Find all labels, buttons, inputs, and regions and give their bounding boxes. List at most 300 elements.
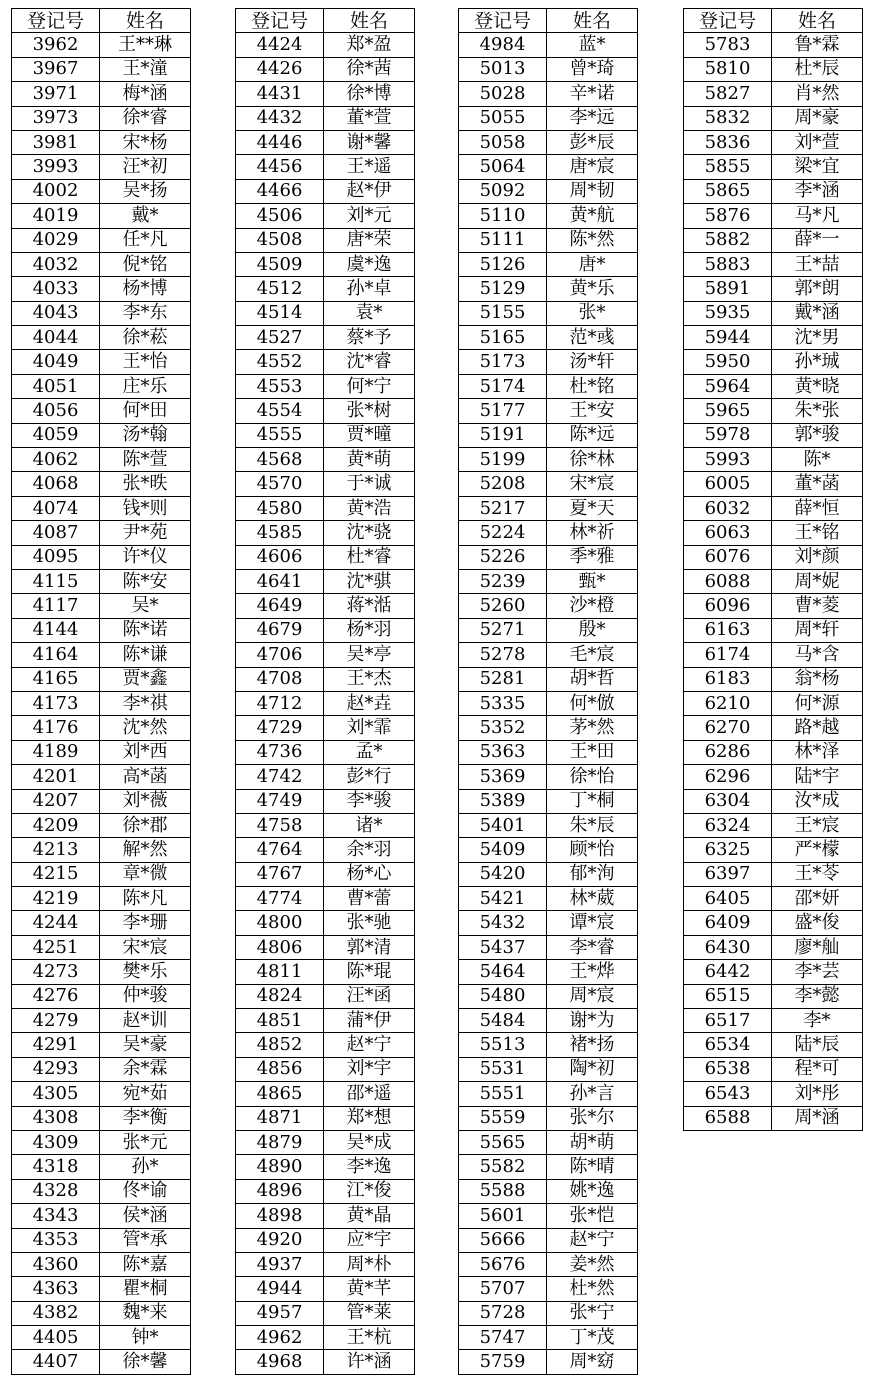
registration-number: 4173 xyxy=(12,691,100,715)
person-name: 刘*颜 xyxy=(772,545,863,569)
table-row xyxy=(459,1130,638,1154)
registration-number: 4165 xyxy=(12,667,100,691)
person-name: 杜*睿 xyxy=(324,545,415,569)
table-row xyxy=(236,1106,415,1130)
person-name: 孙*言 xyxy=(547,1082,638,1106)
person-name: 夏*天 xyxy=(547,496,638,520)
person-name: 周*涵 xyxy=(772,1106,863,1130)
person-name: 李*东 xyxy=(100,301,191,325)
table-row xyxy=(459,521,638,545)
person-name: 蒲*伊 xyxy=(324,1009,415,1033)
person-name: 丁*茂 xyxy=(547,1326,638,1350)
registration-number: 6324 xyxy=(684,813,772,837)
person-name: 董*萱 xyxy=(324,106,415,130)
registration-number: 5281 xyxy=(459,667,547,691)
person-name: 曹*菱 xyxy=(772,594,863,618)
registration-number: 5352 xyxy=(459,716,547,740)
table-row xyxy=(236,228,415,252)
table-row xyxy=(236,765,415,789)
person-name: 何*田 xyxy=(100,399,191,423)
table-row xyxy=(236,155,415,179)
registration-number: 5882 xyxy=(684,228,772,252)
registration-number: 6032 xyxy=(684,496,772,520)
registration-number: 5832 xyxy=(684,106,772,130)
registration-number: 4207 xyxy=(12,789,100,813)
table-row xyxy=(459,1228,638,1252)
table-row xyxy=(236,838,415,862)
table-row xyxy=(459,765,638,789)
table-row xyxy=(684,716,863,740)
table-row xyxy=(12,716,191,740)
table-row xyxy=(236,33,415,57)
registration-number: 4382 xyxy=(12,1301,100,1325)
header-id: 登记号 xyxy=(12,9,100,33)
registration-number: 5978 xyxy=(684,423,772,447)
registration-number: 5437 xyxy=(459,935,547,959)
registration-number: 4244 xyxy=(12,911,100,935)
person-name: 赵*宁 xyxy=(547,1228,638,1252)
table-row xyxy=(459,277,638,301)
person-name: 谭*宸 xyxy=(547,911,638,935)
registration-number: 4074 xyxy=(12,496,100,520)
table-row xyxy=(684,521,863,545)
person-name: 周*豪 xyxy=(772,106,863,130)
registration-number: 5111 xyxy=(459,228,547,252)
table-row xyxy=(236,569,415,593)
table-row xyxy=(459,935,638,959)
registration-number: 4164 xyxy=(12,643,100,667)
registration-number: 4456 xyxy=(236,155,324,179)
registration-number: 6405 xyxy=(684,887,772,911)
registry-table-2 xyxy=(235,8,415,1375)
table-row xyxy=(684,1082,863,1106)
person-name: 刘*元 xyxy=(324,204,415,228)
table-row xyxy=(684,155,863,179)
person-name: 唐* xyxy=(547,252,638,276)
registration-number: 5177 xyxy=(459,399,547,423)
table-row xyxy=(684,252,863,276)
person-name: 殷* xyxy=(547,618,638,642)
person-name: 胡*哲 xyxy=(547,667,638,691)
person-name: 何*源 xyxy=(772,691,863,715)
person-name: 管*莱 xyxy=(324,1301,415,1325)
table-row xyxy=(236,1033,415,1057)
registration-number: 4580 xyxy=(236,496,324,520)
registration-number: 6442 xyxy=(684,960,772,984)
person-name: 李* xyxy=(772,1009,863,1033)
registration-number: 3973 xyxy=(12,106,100,130)
table-row xyxy=(684,1057,863,1081)
person-name: 魏*来 xyxy=(100,1301,191,1325)
table-row xyxy=(12,765,191,789)
registration-number: 4865 xyxy=(236,1082,324,1106)
table-row xyxy=(684,277,863,301)
table-row xyxy=(459,448,638,472)
table-row xyxy=(12,813,191,837)
person-name: 邵*妍 xyxy=(772,887,863,911)
table-row xyxy=(459,301,638,325)
table-row xyxy=(12,521,191,545)
person-name: 王*怡 xyxy=(100,350,191,374)
person-name: 吴*成 xyxy=(324,1130,415,1154)
person-name: 陈* xyxy=(772,448,863,472)
table-row xyxy=(12,1009,191,1033)
person-name: 周*妮 xyxy=(772,569,863,593)
table-row xyxy=(684,82,863,106)
person-name: 王*安 xyxy=(547,399,638,423)
header-id: 登记号 xyxy=(684,9,772,33)
table-row xyxy=(459,204,638,228)
registration-number: 6588 xyxy=(684,1106,772,1130)
person-name: 余*羽 xyxy=(324,838,415,862)
table-row xyxy=(12,789,191,813)
table-row xyxy=(12,57,191,81)
table-row xyxy=(684,691,863,715)
person-name: 翁*杨 xyxy=(772,667,863,691)
registration-number: 3981 xyxy=(12,130,100,154)
person-name: 沈*男 xyxy=(772,326,863,350)
registration-number: 4555 xyxy=(236,423,324,447)
table-row xyxy=(236,252,415,276)
person-name: 管*承 xyxy=(100,1228,191,1252)
registration-number: 4871 xyxy=(236,1106,324,1130)
person-name: 李*睿 xyxy=(547,935,638,959)
table-row xyxy=(12,350,191,374)
registration-number: 4051 xyxy=(12,374,100,398)
table-row xyxy=(684,374,863,398)
table-row xyxy=(684,594,863,618)
person-name: 唐*荣 xyxy=(324,228,415,252)
table-row xyxy=(236,472,415,496)
registration-number: 4209 xyxy=(12,813,100,837)
person-name: 王*烨 xyxy=(547,960,638,984)
table-row xyxy=(459,838,638,862)
person-name: 黄*乐 xyxy=(547,277,638,301)
registration-number: 4068 xyxy=(12,472,100,496)
person-name: 郑*盈 xyxy=(324,33,415,57)
table-row xyxy=(684,935,863,959)
registration-number: 4800 xyxy=(236,911,324,935)
person-name: 王*铭 xyxy=(772,521,863,545)
person-name: 辛*诺 xyxy=(547,82,638,106)
person-name: 陈*凡 xyxy=(100,887,191,911)
table-row xyxy=(12,862,191,886)
person-name: 徐*怡 xyxy=(547,765,638,789)
person-name: 孙* xyxy=(100,1155,191,1179)
table-row xyxy=(684,887,863,911)
registration-number: 4679 xyxy=(236,618,324,642)
registration-number: 4343 xyxy=(12,1204,100,1228)
table-row xyxy=(236,1057,415,1081)
registration-number: 4806 xyxy=(236,935,324,959)
person-name: 蓝* xyxy=(547,33,638,57)
person-name: 林*葳 xyxy=(547,887,638,911)
registration-number: 4144 xyxy=(12,618,100,642)
registration-number: 5480 xyxy=(459,984,547,1008)
registration-number: 4749 xyxy=(236,789,324,813)
registration-number: 4742 xyxy=(236,765,324,789)
registration-number: 5891 xyxy=(684,277,772,301)
person-name: 唐*宸 xyxy=(547,155,638,179)
person-name: 何*宁 xyxy=(324,374,415,398)
table-row xyxy=(12,838,191,862)
registration-number: 5129 xyxy=(459,277,547,301)
table-row xyxy=(684,813,863,837)
registration-number: 4405 xyxy=(12,1326,100,1350)
person-name: 刘*彤 xyxy=(772,1082,863,1106)
person-name: 沈*然 xyxy=(100,716,191,740)
registration-number: 5464 xyxy=(459,960,547,984)
person-name: 王*杰 xyxy=(324,667,415,691)
registration-number: 5208 xyxy=(459,472,547,496)
person-name: 刘*西 xyxy=(100,740,191,764)
table-row xyxy=(236,935,415,959)
header-id: 登记号 xyxy=(459,9,547,33)
table-row xyxy=(684,423,863,447)
person-name: 杜*然 xyxy=(547,1277,638,1301)
table-row xyxy=(459,1033,638,1057)
person-name: 陈*然 xyxy=(547,228,638,252)
registration-number: 5531 xyxy=(459,1057,547,1081)
person-name: 汪*初 xyxy=(100,155,191,179)
table-row xyxy=(236,960,415,984)
registration-number: 4318 xyxy=(12,1155,100,1179)
registration-number: 4851 xyxy=(236,1009,324,1033)
registration-number: 6517 xyxy=(684,1009,772,1033)
registration-number: 4514 xyxy=(236,301,324,325)
registration-number: 6005 xyxy=(684,472,772,496)
registration-number: 4968 xyxy=(236,1350,324,1374)
person-name: 倪*铭 xyxy=(100,252,191,276)
person-name: 樊*乐 xyxy=(100,960,191,984)
table-row xyxy=(236,1130,415,1154)
person-name: 尹*苑 xyxy=(100,521,191,545)
person-name: 徐*博 xyxy=(324,82,415,106)
person-name: 陈*安 xyxy=(100,569,191,593)
header-row xyxy=(236,9,415,33)
table-row xyxy=(459,1350,638,1374)
registration-number: 5401 xyxy=(459,813,547,837)
table-row xyxy=(459,887,638,911)
person-name: 于*诚 xyxy=(324,472,415,496)
person-name: 刘*霏 xyxy=(324,716,415,740)
registration-number: 5363 xyxy=(459,740,547,764)
person-name: 吴*豪 xyxy=(100,1033,191,1057)
table-row xyxy=(459,960,638,984)
person-name: 曾*琦 xyxy=(547,57,638,81)
person-name: 高*菡 xyxy=(100,765,191,789)
person-name: 黄*浩 xyxy=(324,496,415,520)
person-name: 蒋*湉 xyxy=(324,594,415,618)
person-name: 许*仪 xyxy=(100,545,191,569)
person-name: 许*涵 xyxy=(324,1350,415,1374)
person-name: 汤*轩 xyxy=(547,350,638,374)
person-name: 张*树 xyxy=(324,399,415,423)
person-name: 钟* xyxy=(100,1326,191,1350)
registration-number: 5588 xyxy=(459,1179,547,1203)
registration-number: 4466 xyxy=(236,179,324,203)
person-name: 薛*恒 xyxy=(772,496,863,520)
person-name: 徐*郡 xyxy=(100,813,191,837)
person-name: 陈*晴 xyxy=(547,1155,638,1179)
table-row xyxy=(236,301,415,325)
person-name: 谢*为 xyxy=(547,1009,638,1033)
person-name: 陆*辰 xyxy=(772,1033,863,1057)
table-row xyxy=(12,1228,191,1252)
table-row xyxy=(236,399,415,423)
registration-number: 4649 xyxy=(236,594,324,618)
table-row xyxy=(12,252,191,276)
registration-number: 4117 xyxy=(12,594,100,618)
table-row xyxy=(459,984,638,1008)
table-row xyxy=(684,618,863,642)
table-row xyxy=(459,618,638,642)
person-name: 戴* xyxy=(100,204,191,228)
table-row xyxy=(236,204,415,228)
person-name: 朱*张 xyxy=(772,399,863,423)
person-name: 鲁*霖 xyxy=(772,33,863,57)
person-name: 王*田 xyxy=(547,740,638,764)
person-name: 虞*逸 xyxy=(324,252,415,276)
registration-number: 5226 xyxy=(459,545,547,569)
registration-number: 4446 xyxy=(236,130,324,154)
person-name: 茅*然 xyxy=(547,716,638,740)
table-row xyxy=(236,716,415,740)
table-row xyxy=(459,106,638,130)
person-name: 李*祺 xyxy=(100,691,191,715)
registration-number: 4424 xyxy=(236,33,324,57)
registration-number: 4029 xyxy=(12,228,100,252)
registration-number: 5728 xyxy=(459,1301,547,1325)
registration-number: 5191 xyxy=(459,423,547,447)
person-name: 宋*宸 xyxy=(100,935,191,959)
person-name: 张* xyxy=(547,301,638,325)
registration-number: 4095 xyxy=(12,545,100,569)
person-name: 袁* xyxy=(324,301,415,325)
registration-number: 5601 xyxy=(459,1204,547,1228)
registration-number: 4585 xyxy=(236,521,324,545)
person-name: 毛*宸 xyxy=(547,643,638,667)
table-row xyxy=(684,496,863,520)
table-row xyxy=(459,545,638,569)
table-row xyxy=(236,521,415,545)
table-row xyxy=(12,1130,191,1154)
registration-number: 4360 xyxy=(12,1252,100,1276)
table-row xyxy=(12,1252,191,1276)
table-row xyxy=(684,204,863,228)
person-name: 张*驰 xyxy=(324,911,415,935)
person-name: 沈*骁 xyxy=(324,521,415,545)
person-name: 刘*萱 xyxy=(772,130,863,154)
table-row xyxy=(684,1009,863,1033)
registration-number: 4308 xyxy=(12,1106,100,1130)
registration-number: 5783 xyxy=(684,33,772,57)
table-row xyxy=(236,1228,415,1252)
person-name: 陈*诺 xyxy=(100,618,191,642)
registration-number: 6063 xyxy=(684,521,772,545)
registration-number: 4176 xyxy=(12,716,100,740)
person-name: 彭*行 xyxy=(324,765,415,789)
person-name: 胡*萌 xyxy=(547,1130,638,1154)
person-name: 陈*谦 xyxy=(100,643,191,667)
person-name: 徐*馨 xyxy=(100,1350,191,1374)
person-name: 郁*洵 xyxy=(547,862,638,886)
registration-number: 4879 xyxy=(236,1130,324,1154)
registration-number: 4407 xyxy=(12,1350,100,1374)
person-name: 周*朴 xyxy=(324,1252,415,1276)
registration-number: 6096 xyxy=(684,594,772,618)
table-row xyxy=(12,935,191,959)
registration-number: 4201 xyxy=(12,765,100,789)
person-name: 杨*博 xyxy=(100,277,191,301)
registration-number: 4189 xyxy=(12,740,100,764)
table-row xyxy=(684,228,863,252)
table-row xyxy=(459,1155,638,1179)
person-name: 周*窈 xyxy=(547,1350,638,1374)
table-row xyxy=(12,1057,191,1081)
registration-number: 6397 xyxy=(684,862,772,886)
table-row xyxy=(684,33,863,57)
registration-number: 4764 xyxy=(236,838,324,862)
table-row xyxy=(684,984,863,1008)
table-row xyxy=(12,106,191,130)
registration-number: 6538 xyxy=(684,1057,772,1081)
registration-number: 4554 xyxy=(236,399,324,423)
registration-number: 5058 xyxy=(459,130,547,154)
person-name: 甄* xyxy=(547,569,638,593)
table-row xyxy=(684,862,863,886)
table-row xyxy=(684,350,863,374)
table-row xyxy=(459,155,638,179)
registration-number: 4293 xyxy=(12,1057,100,1081)
registration-number: 5278 xyxy=(459,643,547,667)
person-name: 周*宸 xyxy=(547,984,638,1008)
header-name: 姓名 xyxy=(324,9,415,33)
registration-number: 5199 xyxy=(459,448,547,472)
registration-number: 4279 xyxy=(12,1009,100,1033)
table-row xyxy=(684,545,863,569)
registration-number: 4512 xyxy=(236,277,324,301)
table-row xyxy=(459,326,638,350)
person-name: 李*逸 xyxy=(324,1155,415,1179)
table-row xyxy=(236,1155,415,1179)
table-row xyxy=(459,399,638,423)
table-row xyxy=(236,57,415,81)
registration-number: 6534 xyxy=(684,1033,772,1057)
table-row xyxy=(459,594,638,618)
registration-number: 4527 xyxy=(236,326,324,350)
person-name: 陈*远 xyxy=(547,423,638,447)
registration-number: 4896 xyxy=(236,1179,324,1203)
table-row xyxy=(236,862,415,886)
table-row xyxy=(12,545,191,569)
person-name: 张*宁 xyxy=(547,1301,638,1325)
registration-number: 4890 xyxy=(236,1155,324,1179)
table-row xyxy=(12,277,191,301)
person-name: 褚*扬 xyxy=(547,1033,638,1057)
table-row xyxy=(459,862,638,886)
person-name: 黄*萌 xyxy=(324,448,415,472)
person-name: 邵*遥 xyxy=(324,1082,415,1106)
table-row xyxy=(459,33,638,57)
registration-number: 5582 xyxy=(459,1155,547,1179)
table-row xyxy=(12,618,191,642)
registration-number: 4706 xyxy=(236,643,324,667)
table-row xyxy=(684,838,863,862)
table-row xyxy=(684,765,863,789)
registration-number: 4432 xyxy=(236,106,324,130)
registration-number: 6076 xyxy=(684,545,772,569)
